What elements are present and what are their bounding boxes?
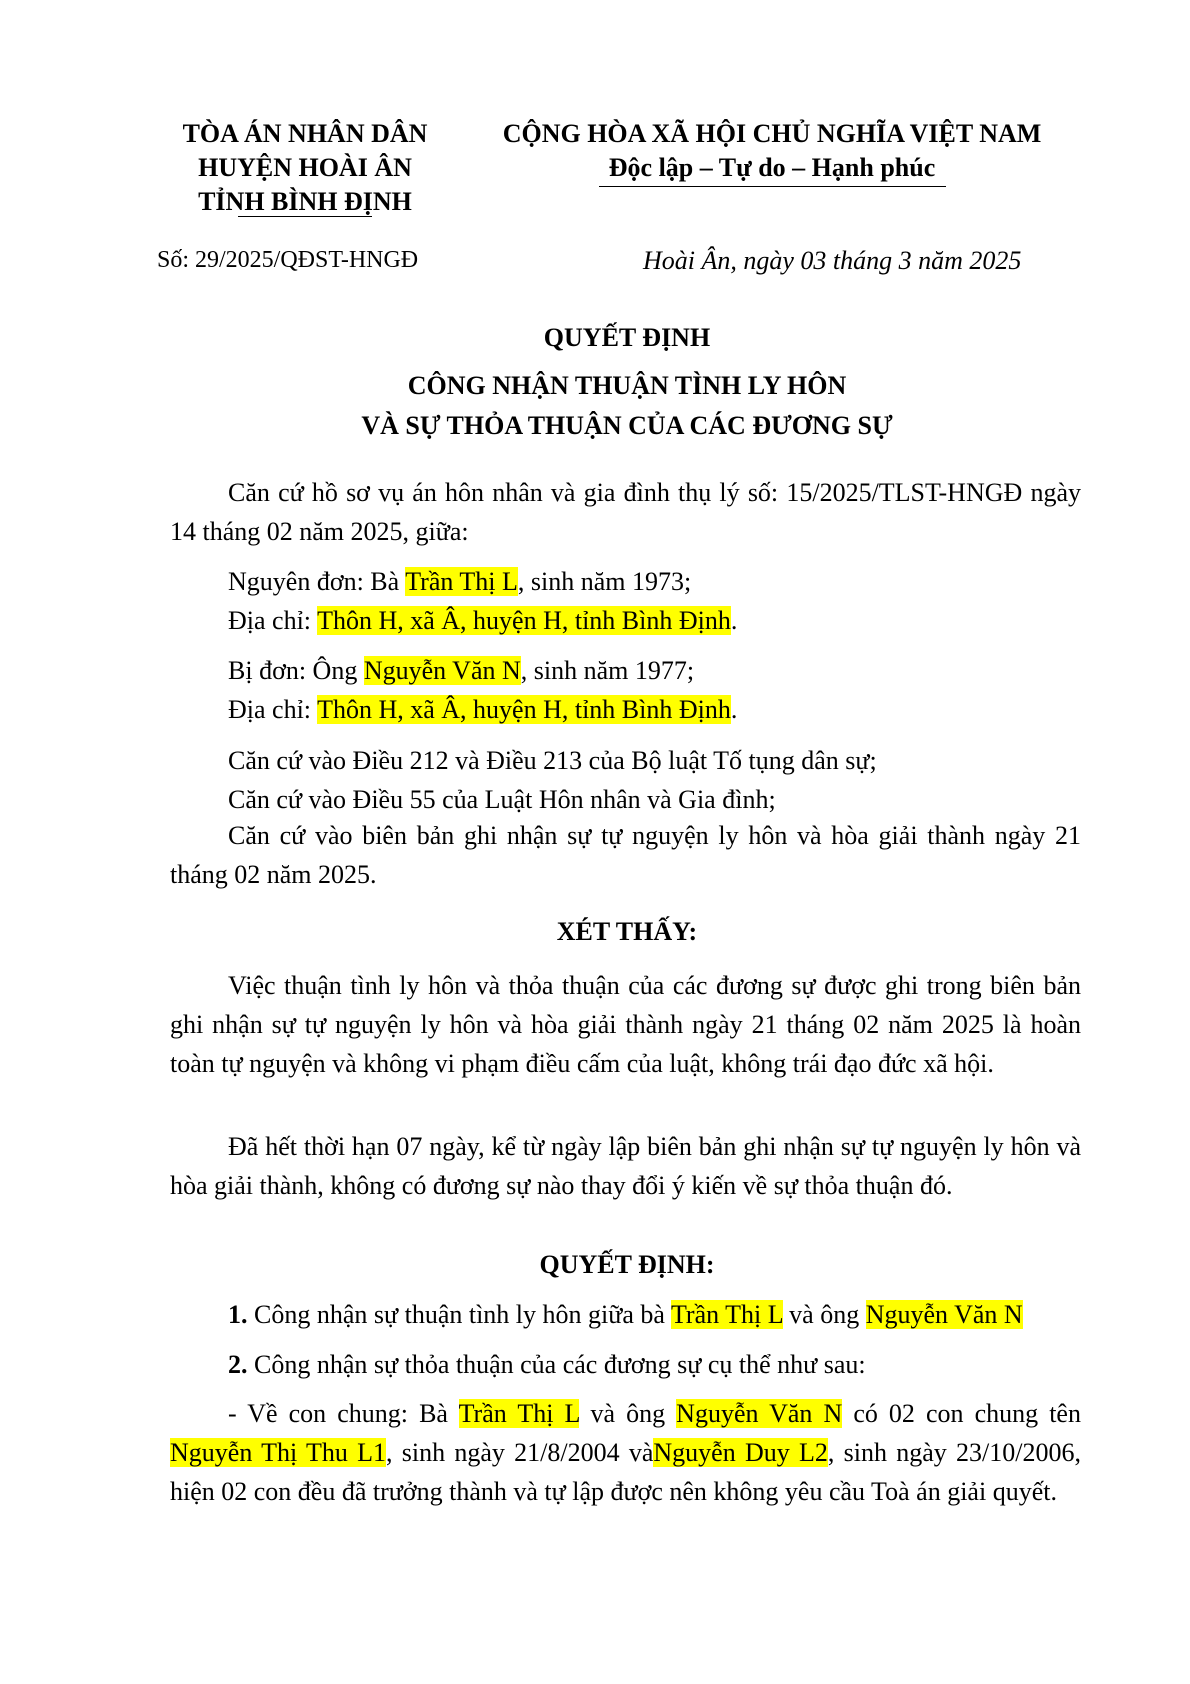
period: . — [730, 695, 738, 724]
considering-paragraph-1: Việc thuận tình ly hôn và thỏa thuận của các đương sự được ghi trong biên bản ghi nhận sự tự nguyện ly hôn và hòa giải thành ngày 21 tháng 02 năm 2025 là hoàn toàn tự nguyện và không vi phạm điều cấm của luật, không trái đạo đức xã hội. — [170, 971, 1081, 1078]
decision-item-1 — [228, 1302, 1023, 1328]
mother-name: Trần Thị L — [458, 1399, 580, 1428]
defendant-line — [228, 658, 694, 684]
children-intro: có 02 con chung tên — [842, 1399, 1081, 1428]
conjunction: và ông — [579, 1399, 677, 1428]
court-underline — [238, 216, 372, 217]
basis-law-2: Căn cứ vào Điều 55 của Luật Hôn nhân và Gia đình; — [228, 785, 776, 814]
children-paragraph — [170, 1394, 1081, 1511]
basis-case-paragraph: Căn cứ hồ sơ vụ án hôn nhân và gia đình thụ lý số: 15/2025/TLST-HNGĐ ngày 14 tháng 02 năm 2025, giữa: — [170, 478, 1081, 546]
defendant-name: Nguyễn Văn N — [363, 656, 521, 685]
plaintiff-birth: , sinh năm 1973; — [517, 567, 692, 596]
item-text: Công nhận sự thỏa thuận của các đương sự cụ thể như sau: — [247, 1350, 866, 1379]
husband-name: Nguyễn Văn N — [865, 1300, 1023, 1329]
plaintiff-address: Thôn H, xã Â, huyện H, tỉnh Bình Định — [317, 606, 731, 635]
defendant-address-line — [228, 697, 737, 723]
plaintiff-label: Nguyên đơn: Bà — [228, 567, 406, 596]
basis-law-1: Căn cứ vào Điều 212 và Điều 213 của Bộ luật Tố tụng dân sự; — [228, 746, 877, 775]
item-text: Công nhận sự thuận tình ly hôn giữa bà — [247, 1300, 671, 1329]
court-name-line2: HUYỆN HOÀI ÂN — [198, 153, 412, 182]
children-label: - Về con chung: Bà — [228, 1399, 459, 1428]
considering-heading: XÉT THẤY: — [556, 917, 698, 946]
defendant-address: Thôn H, xã Â, huyện H, tỉnh Bình Định — [317, 695, 731, 724]
document-number: Số: 29/2025/QĐST-HNGĐ — [157, 247, 419, 273]
place-date: Hoài Ân, ngày 03 tháng 3 năm 2025 — [643, 246, 1022, 275]
item-number: 1. — [228, 1300, 248, 1329]
document-subtitle-line2: VÀ SỰ THỎA THUẬN CỦA CÁC ĐƯƠNG SỰ — [361, 411, 893, 440]
motto-underline — [599, 186, 946, 187]
court-name-line1: TÒA ÁN NHÂN DÂN — [182, 119, 428, 148]
nation-title: CỘNG HÒA XÃ HỘI CHỦ NGHĨA VIỆT NAM — [502, 119, 1042, 148]
father-name: Nguyễn Văn N — [676, 1399, 843, 1428]
basis-record-paragraph: Căn cứ vào biên bản ghi nhận sự tự nguyện ly hôn và hòa giải thành ngày 21 tháng 02 năm 2025. — [170, 821, 1081, 889]
plaintiff-line — [228, 569, 691, 595]
period: . — [730, 606, 738, 635]
plaintiff-address-line — [228, 608, 737, 634]
document-subtitle-line1: CÔNG NHẬN THUẬN TÌNH LY HÔN — [407, 371, 847, 400]
court-name-line3: TỈNH BÌNH ĐỊNH — [198, 187, 412, 216]
considering-paragraph-2: Đã hết thời hạn 07 ngày, kể từ ngày lập biên bản ghi nhận sự tự nguyện ly hôn và hòa giải thành, không có đương sự nào thay đổi ý kiến về sự thỏa thuận đó. — [170, 1132, 1081, 1200]
nation-motto: Độc lập – Tự do – Hạnh phúc — [608, 153, 936, 182]
address-label: Địa chỉ: — [228, 606, 318, 635]
defendant-birth: , sinh năm 1977; — [520, 656, 695, 685]
child-1-name: Nguyễn Thị Thu L1 — [170, 1438, 387, 1467]
defendant-label: Bị đơn: Ông — [228, 656, 364, 685]
address-label: Địa chỉ: — [228, 695, 318, 724]
decision-heading: QUYẾT ĐỊNH: — [539, 1250, 715, 1279]
child-2-birth: , sinh ngày 23/10/2006, hiện 02 con đều đã trưởng thành và tự lập được nên không yêu cầu Toà án giải quyết. — [170, 1438, 1081, 1506]
decision-item-2 — [228, 1352, 866, 1378]
plaintiff-name: Trần Thị L — [405, 567, 518, 596]
child-1-birth: , sinh ngày 21/8/2004 và — [386, 1438, 654, 1467]
wife-name: Trần Thị L — [670, 1300, 783, 1329]
item-number: 2. — [228, 1350, 248, 1379]
child-2-name: Nguyễn Duy L2 — [653, 1438, 828, 1467]
document-title: QUYẾT ĐỊNH — [543, 323, 711, 352]
conjunction: và ông — [782, 1300, 866, 1329]
